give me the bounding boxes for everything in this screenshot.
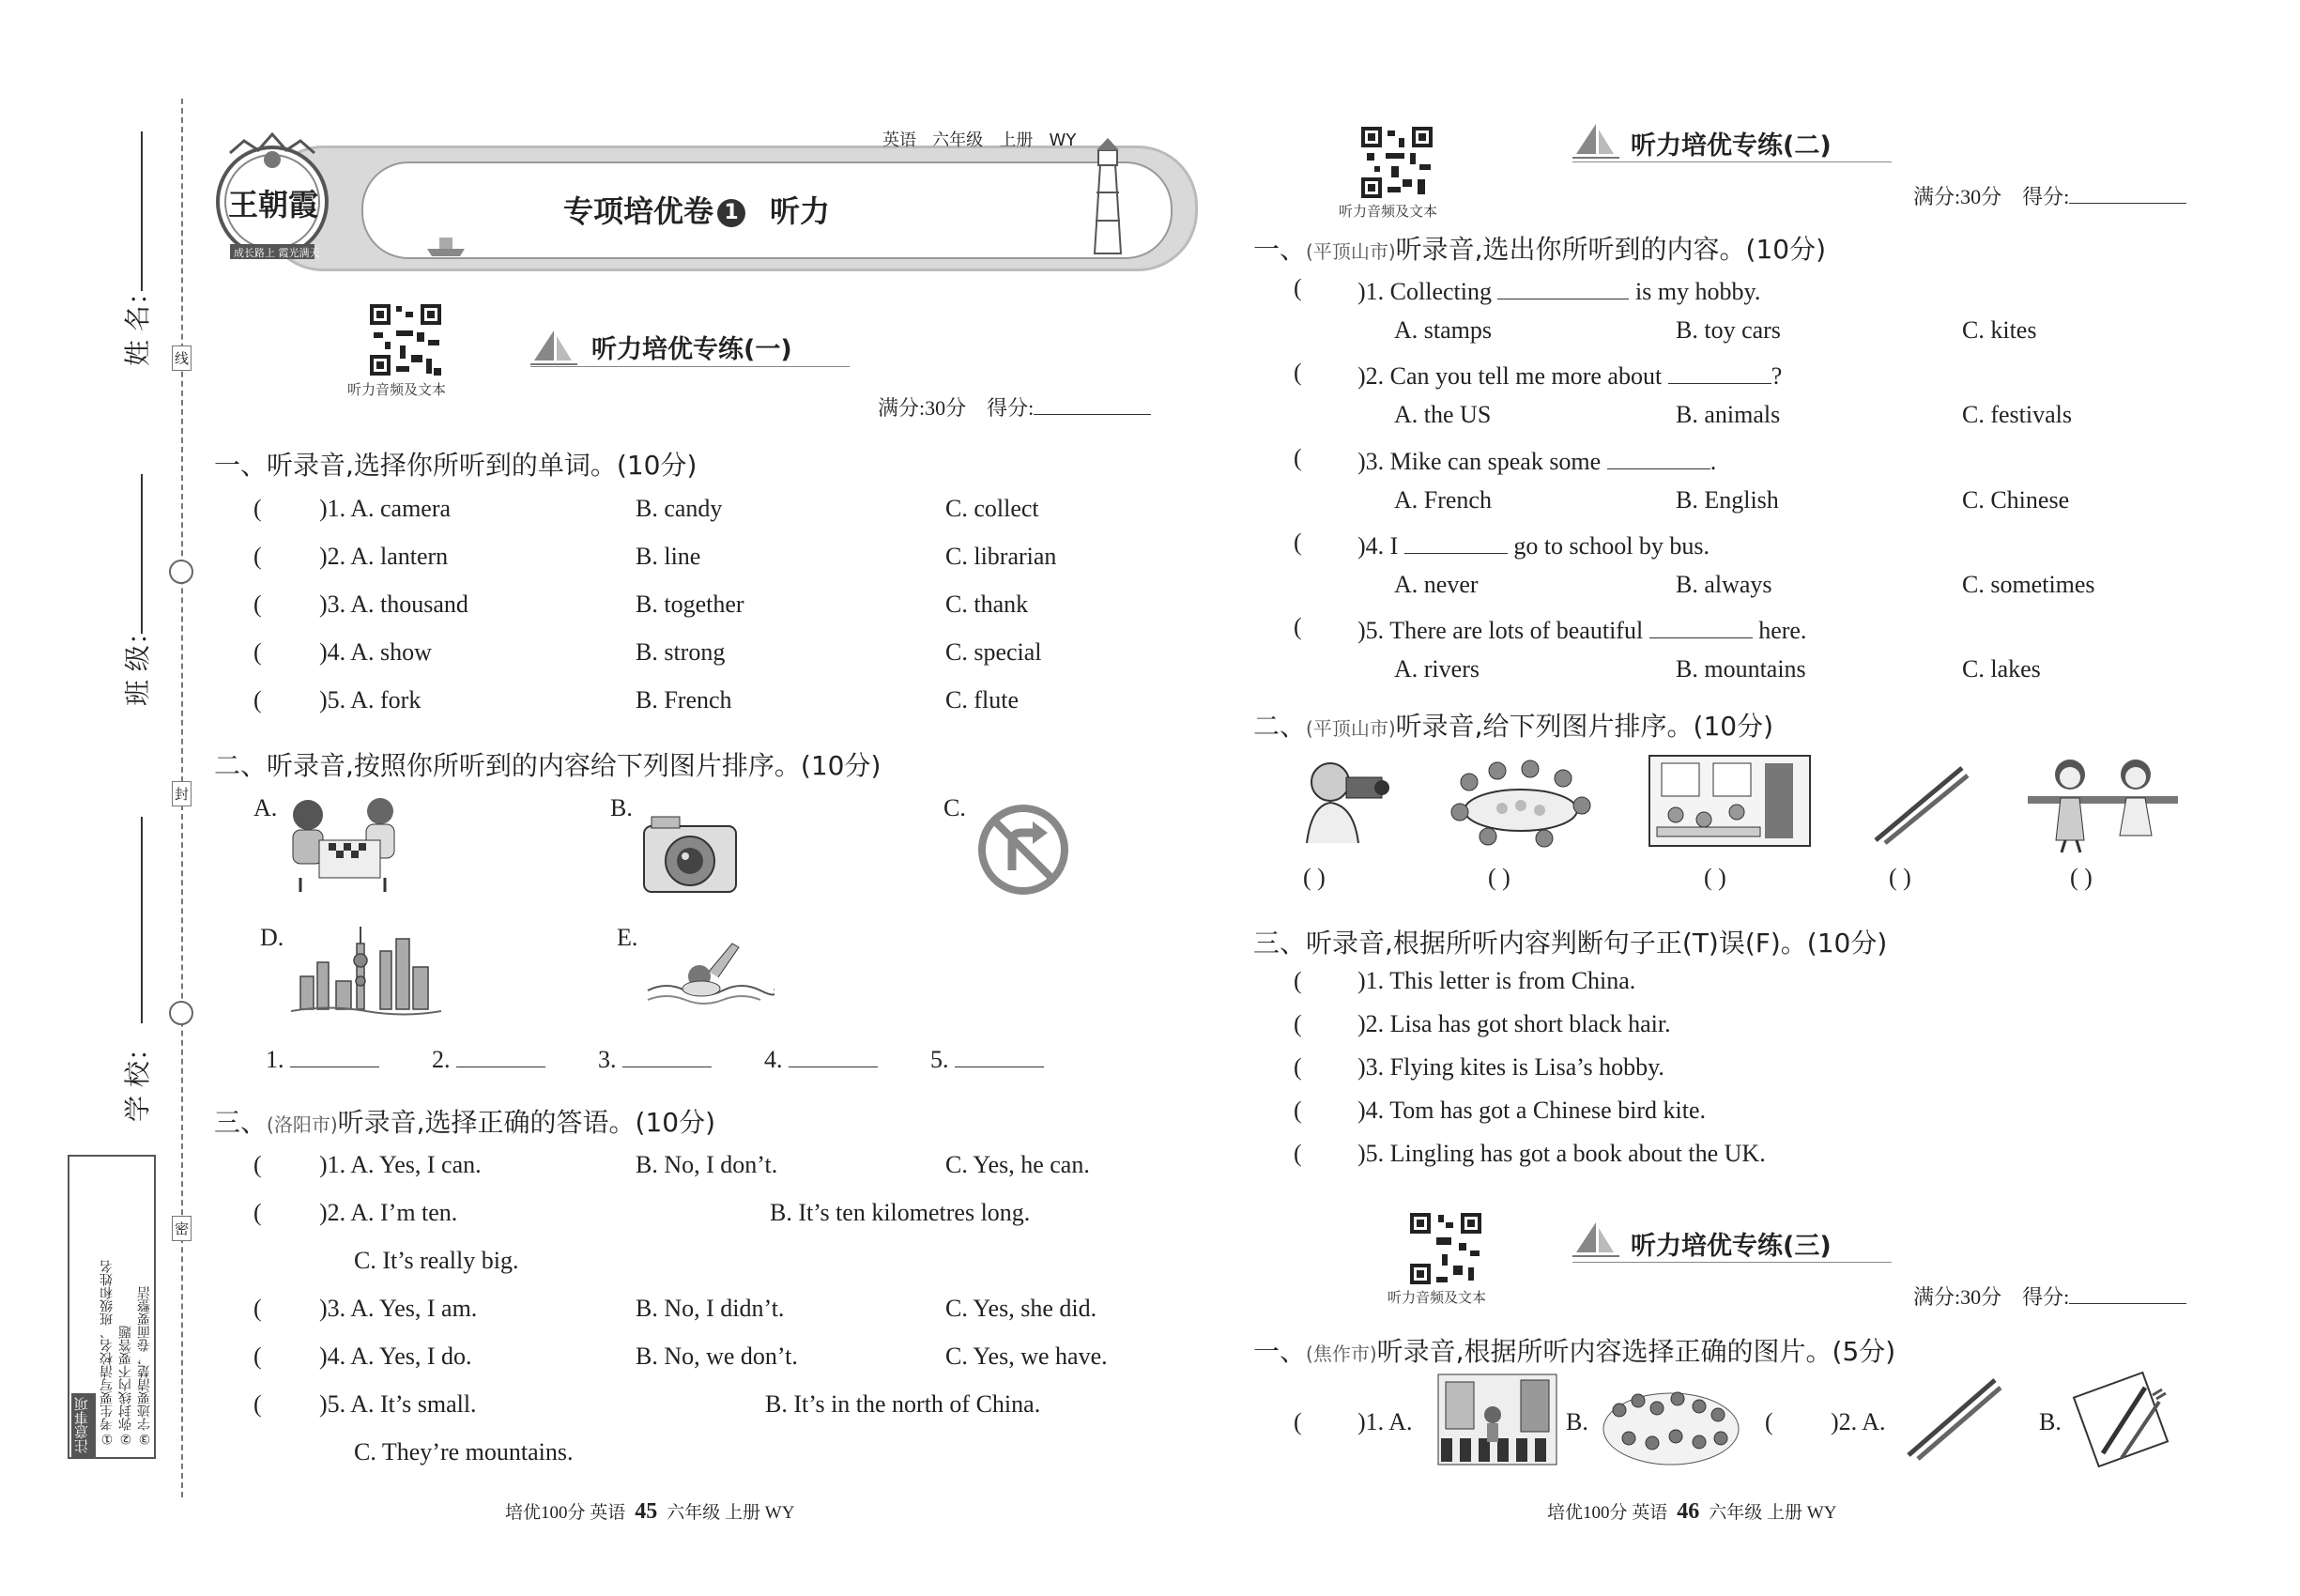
- answer-option[interactable]: )2. A. lantern: [319, 543, 449, 570]
- answer-option[interactable]: C. festivals: [1962, 401, 2072, 428]
- question-row: (: [1294, 1140, 1302, 1167]
- answer-option[interactable]: B. French: [636, 686, 732, 714]
- answer-option[interactable]: A. rivers: [1394, 655, 1480, 683]
- answer-option[interactable]: )1. A. Yes, I can.: [319, 1151, 482, 1178]
- question-row: (: [1294, 967, 1302, 994]
- question-row: (: [253, 1295, 262, 1322]
- answer-option[interactable]: B. together: [636, 591, 744, 618]
- chopsticks-picture: [1901, 1373, 2004, 1462]
- score-field[interactable]: [1034, 393, 1151, 415]
- banner-meta: [882, 127, 1076, 151]
- lighthouse-icon: [1080, 127, 1136, 258]
- crossing-street-picture: [1436, 1373, 1558, 1466]
- two-girls-picture: [2028, 751, 2178, 854]
- sailboat-icon: [530, 329, 577, 371]
- meta-subject: 英语: [882, 130, 916, 150]
- order-number: 4.: [764, 1046, 783, 1073]
- qr-label: 听力音频及文本: [1339, 203, 1438, 220]
- question-row: (: [1765, 1408, 1773, 1435]
- statement: )4. Tom has got a Chinese bird kite.: [1357, 1097, 1707, 1124]
- score-field[interactable]: [2069, 1282, 2186, 1304]
- order-blanks: [266, 1042, 1044, 1074]
- margin-circle: [169, 1001, 193, 1025]
- section-instruction: 听录音,根据所听内容选择正确的图片。(5分): [1376, 1336, 1896, 1367]
- knife-fork-picture: [2070, 1369, 2173, 1467]
- practice3-title: 听力培优专练(三): [1631, 1232, 1832, 1261]
- statement: )3. Flying kites is Lisa’s hobby.: [1357, 1053, 1664, 1081]
- banner-title: [563, 188, 830, 231]
- section-title: [1253, 706, 1773, 744]
- answer-option[interactable]: B. No, I didn’t.: [636, 1295, 785, 1322]
- answer-option[interactable]: B. always: [1676, 571, 1772, 598]
- answer-option[interactable]: C. flute: [945, 686, 1019, 714]
- question-row: (: [253, 638, 262, 666]
- camera-picture: [638, 809, 742, 898]
- answer-option[interactable]: C. collect: [945, 495, 1039, 522]
- question-row: (: [253, 543, 262, 570]
- section-title: 一、听录音,选择你所听到的单词。(10分): [214, 450, 698, 481]
- cut-mark: 线: [172, 345, 192, 371]
- footer-grade: 六年级 上册 WY: [667, 1503, 795, 1523]
- answer-blank[interactable]: [1404, 529, 1508, 554]
- question-row: (: [1294, 529, 1302, 556]
- answer-option[interactable]: )1. A. camera: [319, 495, 452, 522]
- sailboat-icon: [1572, 1220, 1619, 1263]
- answer-option[interactable]: C. Yes, we have.: [945, 1343, 1108, 1370]
- order-paren[interactable]: ( ): [1889, 864, 1911, 891]
- question-stem: )4. I: [1357, 532, 1399, 560]
- answer-option[interactable]: C. kites: [1962, 316, 2037, 344]
- option-label: B.: [1566, 1408, 1588, 1435]
- score-line: [878, 392, 1151, 422]
- cut-mark: 封: [172, 781, 192, 806]
- question-row: (: [1294, 1053, 1302, 1081]
- statement: )1. This letter is from China.: [1357, 967, 1636, 994]
- question-row: (: [1294, 274, 1302, 301]
- qr-code[interactable]: [368, 302, 443, 377]
- answer-option[interactable]: )4. A. show: [319, 638, 432, 666]
- question-stem-end: here.: [1758, 617, 1807, 644]
- score-line: [1913, 1281, 2186, 1311]
- question-text: [1357, 274, 1760, 306]
- city-skyline-picture: [291, 925, 441, 1019]
- answer-option[interactable]: )5. A. fork: [319, 686, 422, 714]
- score-label: 得分:: [987, 396, 1035, 420]
- meta-edition: WY: [1049, 130, 1077, 150]
- question-stem: )1. Collecting: [1357, 278, 1492, 305]
- answer-option[interactable]: B. strong: [636, 638, 726, 666]
- region-tag: (平顶山市): [1306, 717, 1396, 740]
- section-title: [1253, 229, 1826, 267]
- answer-option[interactable]: )2. A. I’m ten.: [319, 1199, 458, 1226]
- paper-number-badge: 1: [717, 199, 745, 227]
- footer-series: 培优100分 英语: [505, 1503, 626, 1523]
- answer-option[interactable]: )4. A. Yes, I do.: [319, 1343, 472, 1370]
- question-stem-end: ?: [1771, 362, 1783, 390]
- festival-dinner-picture: [1450, 754, 1591, 848]
- paper-subject: 听力: [770, 193, 831, 229]
- section-number: 二、: [1253, 711, 1307, 742]
- picture-label: E.: [617, 924, 638, 951]
- answer-option[interactable]: A. the US: [1394, 401, 1492, 428]
- picture-label: A.: [253, 794, 278, 821]
- answer-blank[interactable]: [1607, 444, 1710, 469]
- picture-label: D.: [260, 924, 284, 951]
- question-row: (: [253, 1343, 262, 1370]
- answer-option[interactable]: C. thank: [945, 591, 1029, 618]
- note-3: ③字迹要清楚，卷面要整洁: [137, 1286, 152, 1446]
- question-text: [1357, 359, 1782, 391]
- statement: )2. Lisa has got short black hair.: [1357, 1010, 1671, 1037]
- chopsticks-picture: [1868, 760, 1971, 845]
- meta-grade: 六年级: [932, 130, 984, 150]
- answer-option[interactable]: B. No, we don’t.: [636, 1343, 798, 1370]
- title-rule: [1572, 161, 1892, 162]
- answer-option[interactable]: A. never: [1394, 571, 1479, 598]
- question-row: (: [1294, 444, 1302, 471]
- question-stem: )5. There are lots of beautiful: [1357, 617, 1644, 644]
- question-label: )1. A.: [1357, 1408, 1413, 1435]
- question-row: (: [253, 1151, 262, 1178]
- option-label: B.: [2039, 1408, 2062, 1435]
- classroom-picture: [1648, 754, 1812, 848]
- children-chess-picture: [282, 789, 404, 897]
- page-number: 45: [635, 1499, 658, 1524]
- answer-option[interactable]: C. Chinese: [1962, 486, 2070, 514]
- note-1: ①考生要写清校名、班级和姓名: [100, 1260, 115, 1446]
- section-number: 一、: [1253, 234, 1307, 265]
- question-row: (: [1294, 1097, 1302, 1124]
- section-number: 一、: [1253, 1336, 1307, 1367]
- question-row: (: [253, 1199, 262, 1226]
- notes-title: 注意事项: [71, 1393, 96, 1457]
- answer-option[interactable]: B. line: [636, 543, 701, 570]
- practice1-title: 听力培优专练(一): [591, 335, 792, 364]
- section-title: 二、听录音,按照你所听到的内容给下列图片排序。(10分): [214, 750, 882, 781]
- page-number: 46: [1677, 1499, 1700, 1524]
- swimming-picture: [643, 925, 774, 1019]
- answer-blank[interactable]: [622, 1042, 712, 1067]
- footer-series: 培优100分 英语: [1547, 1503, 1668, 1523]
- question-text: [1357, 444, 1716, 476]
- logo: [211, 127, 333, 268]
- crowd-picture: [1601, 1373, 1741, 1466]
- man-with-camera-picture: [1288, 754, 1401, 843]
- paper-title: 专项培优卷: [563, 193, 714, 229]
- question-label: )2. A.: [1831, 1408, 1886, 1435]
- region-tag: (焦作市): [1306, 1343, 1377, 1365]
- page-footer: [505, 1498, 794, 1525]
- full-score: 满分:30分: [1913, 185, 2002, 208]
- footer-grade: 六年级 上册 WY: [1709, 1503, 1837, 1523]
- score-label: 得分:: [2022, 185, 2070, 208]
- score-label: 得分:: [2022, 1285, 2070, 1309]
- answer-option[interactable]: C. Yes, she did.: [945, 1295, 1097, 1322]
- answer-option[interactable]: C. sometimes: [1962, 571, 2095, 598]
- question-row: (: [1294, 1010, 1302, 1037]
- answer-option[interactable]: )5. A. It’s small.: [319, 1390, 477, 1418]
- qr-code[interactable]: [1408, 1211, 1483, 1286]
- practice2-title: 听力培优专练(二): [1631, 131, 1832, 161]
- answer-blank[interactable]: [290, 1042, 379, 1067]
- answer-option[interactable]: A. stamps: [1394, 316, 1492, 344]
- school-label: 学 校：: [122, 1035, 153, 1122]
- school-field[interactable]: [141, 817, 143, 1023]
- notes-box: [68, 1155, 156, 1459]
- order-number: 3.: [598, 1046, 617, 1073]
- order-paren[interactable]: ( ): [1704, 864, 1726, 891]
- answer-option[interactable]: B. English: [1676, 486, 1779, 514]
- answer-blank[interactable]: [1649, 613, 1753, 638]
- section-number: 三、: [214, 1107, 268, 1138]
- section-title: 三、听录音,根据所听内容判断句子正(T)误(F)。(10分): [1253, 928, 1888, 959]
- picture-label: B.: [610, 794, 633, 821]
- answer-option[interactable]: B. mountains: [1676, 655, 1806, 683]
- answer-option[interactable]: B. No, I don’t.: [636, 1151, 778, 1178]
- margin-circle: [169, 560, 193, 584]
- question-text: [1357, 529, 1710, 560]
- question-stem-end: go to school by bus.: [1513, 532, 1710, 560]
- order-paren[interactable]: ( ): [2070, 864, 2093, 891]
- answer-option[interactable]: B. animals: [1676, 401, 1781, 428]
- question-text: [1357, 613, 1806, 645]
- answer-option[interactable]: B. It’s in the north of China.: [765, 1390, 1041, 1418]
- full-score: 满分:30分: [878, 396, 967, 420]
- question-row: (: [1294, 613, 1302, 640]
- answer-option[interactable]: B. toy cars: [1676, 316, 1781, 344]
- order-paren[interactable]: ( ): [1488, 864, 1510, 891]
- question-row: (: [253, 495, 262, 522]
- region-tag: (洛阳市): [267, 1113, 338, 1136]
- logo-tagline: 成长路上 霞光满天: [234, 247, 320, 259]
- class-label: 班 级：: [122, 619, 153, 706]
- answer-option[interactable]: C. They’re mountains.: [354, 1438, 574, 1466]
- note-2: ②弥封线内不要答题: [118, 1326, 133, 1446]
- answer-option[interactable]: C. Yes, he can.: [945, 1151, 1090, 1178]
- region-tag: (平顶山市): [1306, 240, 1396, 263]
- section-instruction: 听录音,选出你所听到的内容。(10分): [1395, 234, 1827, 265]
- name-label: 姓 名：: [122, 279, 153, 366]
- answer-option[interactable]: A. French: [1394, 486, 1492, 514]
- section-title: [1253, 1331, 1895, 1369]
- answer-option[interactable]: C. librarian: [945, 543, 1057, 570]
- qr-code[interactable]: [1359, 125, 1434, 200]
- question-stem: )3. Mike can speak some: [1357, 448, 1602, 475]
- order-paren[interactable]: ( ): [1303, 864, 1326, 891]
- meta-term: 上册: [999, 130, 1034, 150]
- page-footer: [1547, 1498, 1836, 1525]
- answer-option[interactable]: B. candy: [636, 495, 723, 522]
- answer-option[interactable]: C. special: [945, 638, 1042, 666]
- question-row: (: [253, 686, 262, 714]
- qr-label: 听力音频及文本: [1388, 1289, 1487, 1306]
- ship-icon: [422, 230, 469, 258]
- score-line: [1913, 181, 2186, 210]
- qr-label: 听力音频及文本: [347, 381, 447, 398]
- logo-text: 王朝霞: [228, 187, 319, 223]
- sailboat-icon: [1572, 122, 1619, 164]
- title-rule: [530, 366, 850, 367]
- question-row: (: [1294, 1408, 1302, 1435]
- question-row: (: [253, 591, 262, 618]
- answer-blank[interactable]: [456, 1042, 545, 1067]
- name-field[interactable]: [141, 131, 143, 291]
- answer-option[interactable]: B. It’s ten kilometres long.: [770, 1199, 1031, 1226]
- answer-option[interactable]: )3. A. Yes, I am.: [319, 1295, 478, 1322]
- question-stem-end: .: [1710, 448, 1717, 475]
- answer-option[interactable]: C. lakes: [1962, 655, 2041, 683]
- answer-blank[interactable]: [1497, 274, 1629, 299]
- section-title: [214, 1102, 715, 1140]
- full-score: 满分:30分: [1913, 1285, 2002, 1309]
- answer-blank[interactable]: [789, 1042, 878, 1067]
- no-right-turn-sign: [976, 803, 1070, 897]
- question-row: (: [253, 1390, 262, 1418]
- question-stem-end: is my hobby.: [1634, 278, 1761, 305]
- answer-blank[interactable]: [1668, 359, 1771, 384]
- cut-mark: 密: [172, 1216, 192, 1241]
- statement: )5. Lingling has got a book about the UK.: [1357, 1140, 1766, 1167]
- question-row: (: [1294, 359, 1302, 386]
- score-field[interactable]: [2069, 182, 2186, 204]
- answer-option[interactable]: C. It’s really big.: [354, 1247, 519, 1274]
- answer-option[interactable]: )3. A. thousand: [319, 591, 468, 618]
- title-rule: [1572, 1262, 1892, 1263]
- order-number: 2.: [432, 1046, 451, 1073]
- class-field[interactable]: [141, 474, 143, 634]
- answer-blank[interactable]: [955, 1042, 1044, 1067]
- order-number: 5.: [930, 1046, 949, 1073]
- section-instruction: 听录音,给下列图片排序。(10分): [1395, 711, 1774, 742]
- section-instruction: 听录音,选择正确的答语。(10分): [337, 1107, 716, 1138]
- question-stem: )2. Can you tell me more about: [1357, 362, 1663, 390]
- picture-label: C.: [943, 794, 966, 821]
- order-number: 1.: [266, 1046, 284, 1073]
